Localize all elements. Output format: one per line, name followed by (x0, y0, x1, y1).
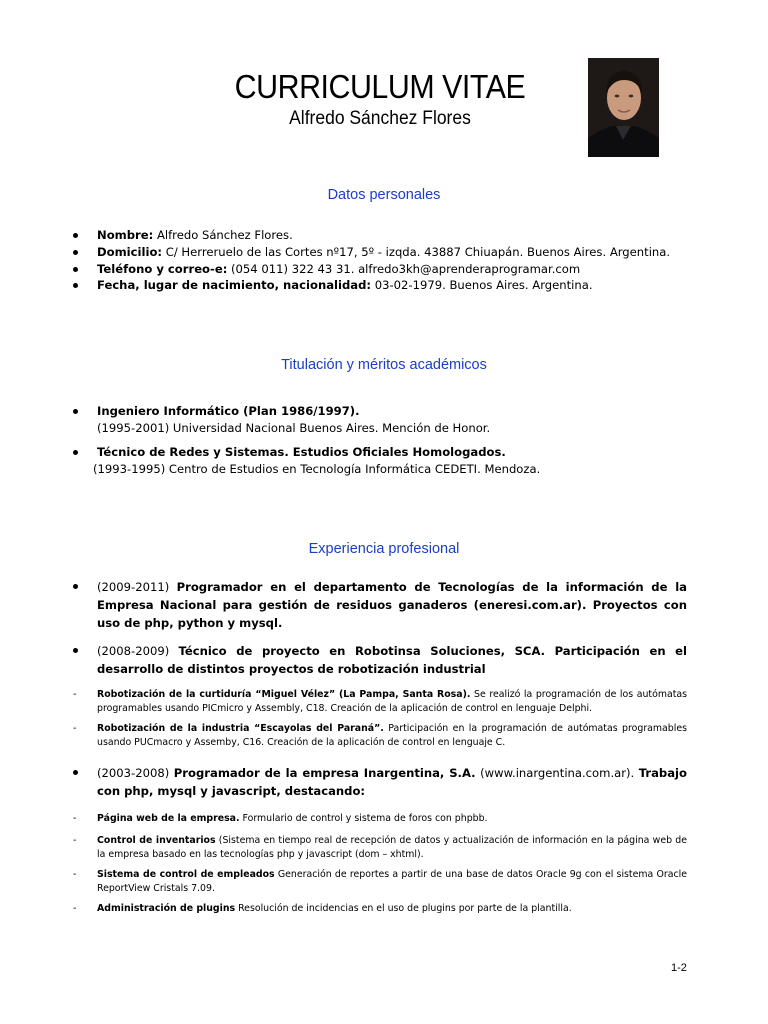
education-item-1 (73, 403, 490, 437)
section-heading-education: Titulación y méritos académicos (281, 357, 487, 373)
experience-job-2-detail-2: - Robotización de la industria “Escayolas del Paraná”. Participación en la programación de autómatas programables usando PUCmacro y Assemby, C16. Creación de la aplicación de control en lenguaje C. (73, 723, 687, 748)
personal-data-list (73, 227, 670, 294)
experience-job-2-detail-1: - Robotización de la curtiduría “Miguel Vélez” (La Pampa, Santa Rosa). Se realizó la programación de los autómatas programables usando PICmicro y Assembly, C18. Creación de la aplicación de control en lenguaje Delphi. (73, 689, 688, 714)
list-item: Técnico de Redes y Sistemas. Estudios Oficiales Homologados. (1993-1995) Centro de Estudios en Tecnología Informática CEDETI. Mendoza. (73, 444, 540, 478)
experience-job-3-detail-4: - Administración de plugins Resolución de incidencias en el uso de plugins por parte de la plantilla. (73, 903, 572, 914)
experience-job-2: (2008-2009) Técnico de proyecto en Robotinsa Soluciones, SCA. Participación en el desarrollo de distintos proyectos de robotización industrial (73, 642, 687, 678)
candidate-name: Alfredo Sánchez Flores (289, 108, 471, 129)
experience-job-3-detail-1: - Página web de la empresa. Formulario de control y sistema de foros con phpbb. (73, 813, 488, 824)
document-title: CURRICULUM VITAE (234, 68, 526, 105)
section-heading-personal: Datos personales (327, 187, 441, 203)
education-item-2 (73, 444, 540, 478)
experience-job-3: (2003-2008) Programador de la empresa Inargentina, S.A. (www.inargentina.com.ar). Trabajo con php, mysql y javascript, destacando: (73, 764, 687, 800)
experience-job-1: (2009-2011) Programador en el departamento de Tecnologías de la información de la Empresa Nacional para gestión de residuos ganaderos (eneresi.com.ar). Proyectos con uso de php, python y mysql. (73, 578, 687, 632)
section-heading-experience: Experiencia profesional (308, 541, 460, 557)
list-item: Domicilio: C/ Herreruelo de las Cortes nº17, 5º - izqda. 43887 Chiuapán. Buenos Aires. Argentina. (73, 244, 670, 261)
list-item: Teléfono y correo-e: (054 011) 322 43 31. alfredo3kh@aprenderaprogramar.com (73, 261, 670, 278)
page-number: 1-2 (671, 962, 687, 974)
list-item: Ingeniero Informático (Plan 1986/1997). (1995-2001) Universidad Nacional Buenos Aires. Mención de Honor. (73, 403, 490, 437)
experience-job-3-detail-3: - Sistema de control de empleados Generación de reportes a partir de una base de datos Oracle 9g con el sistema Oracle ReportView Cristals 7.09. (73, 869, 688, 894)
experience-job-3-detail-2: - Control de inventarios (Sistema en tiempo real de recepción de datos y actualización de información en la página web de la empresa basado en las tecnologías php y javascript (dom – xhtml). (73, 835, 687, 860)
list-item: Fecha, lugar de nacimiento, nacionalidad: 03-02-1979. Buenos Aires. Argentina. (73, 277, 670, 294)
profile-photo (588, 58, 659, 157)
list-item: Nombre: Alfredo Sánchez Flores. (73, 227, 670, 244)
